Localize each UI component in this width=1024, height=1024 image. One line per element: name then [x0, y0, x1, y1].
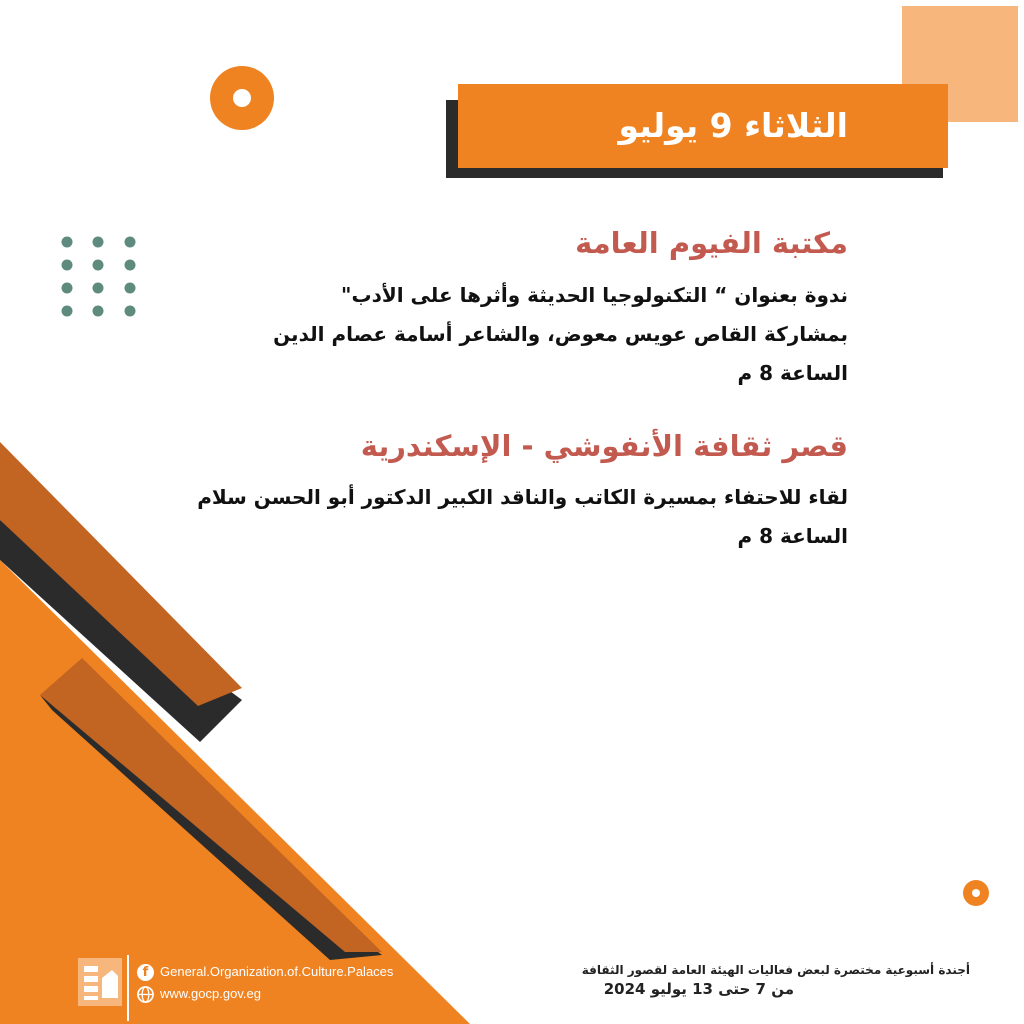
- date-header-box: [458, 84, 948, 168]
- website-link[interactable]: www.gocp.gov.eg: [160, 986, 261, 1001]
- venue-title-1: مكتبة الفيوم العامة: [575, 226, 848, 260]
- date-title: الثلاثاء 9 يوليو: [618, 106, 848, 145]
- event-1-line-1: ندوة بعنوان “ التكنولوجيا الحديثة وأثرها على الأدب": [341, 283, 848, 307]
- event-1-line-2: بمشاركة القاص عويس معوض، والشاعر أسامة عصام الدين: [273, 322, 848, 346]
- event-1-time: الساعة 8 م: [737, 361, 848, 385]
- agenda-dates: من 7 حتى 13 يوليو 2024: [603, 980, 794, 998]
- gocp-logo: [78, 958, 122, 1006]
- globe-icon[interactable]: [137, 986, 154, 1003]
- orange-triangle: [0, 560, 470, 1024]
- facebook-icon[interactable]: f: [137, 964, 154, 981]
- footer-divider: [127, 955, 129, 1021]
- event-2-line-1: لقاء للاحتفاء بمسيرة الكاتب والناقد الكبير الدكتور أبو الحسن سلام: [197, 485, 848, 509]
- venue-title-2: قصر ثقافة الأنفوشي - الإسكندرية: [360, 429, 848, 463]
- event-2-time: الساعة 8 م: [737, 524, 848, 548]
- agenda-title: أجندة أسبوعية مختصرة لبعض فعاليات الهيئة العامة لقصور الثقافة: [581, 963, 970, 977]
- teal-dot-grid: [62, 237, 136, 317]
- facebook-page-link[interactable]: General.Organization.of.Culture.Palaces: [160, 964, 394, 979]
